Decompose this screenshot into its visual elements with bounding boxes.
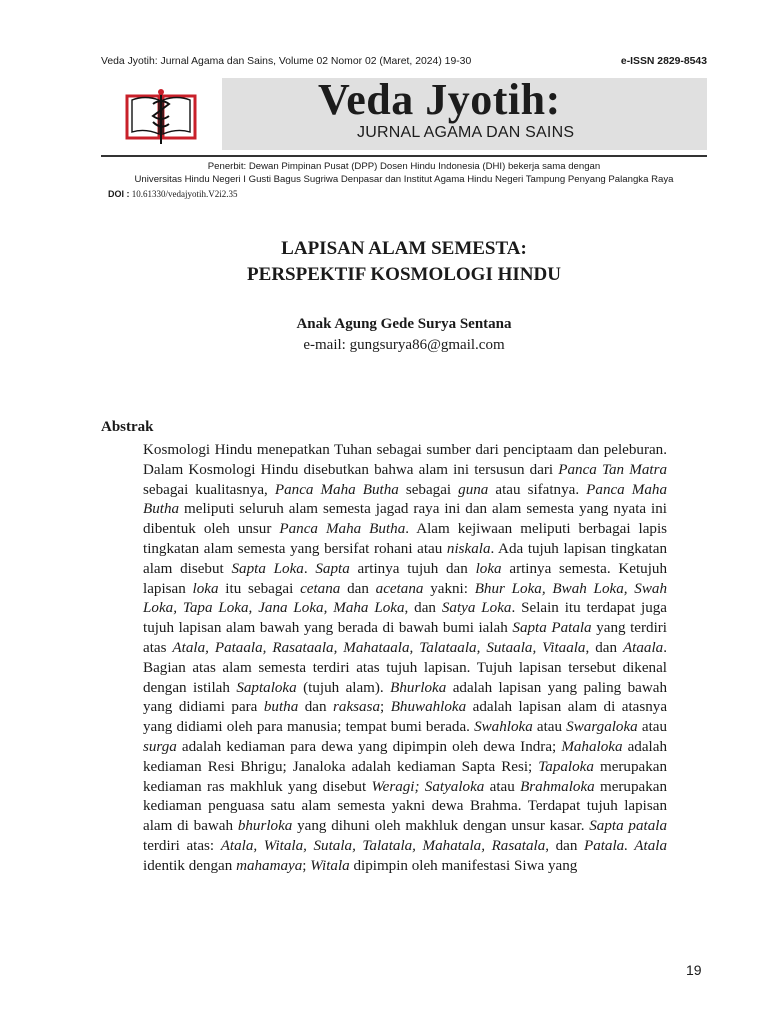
doi-value[interactable]: 10.61330/vedajyotih.V2i2.35	[131, 189, 238, 199]
abstract-text: itu sebagai	[218, 580, 301, 597]
abstract-text: merupakan kediaman penguasa satu alam semesta yakni dewa Brahma. Terdapat tujuh lapisan alam di bawah	[143, 778, 668, 835]
issn-label: e-ISSN 2829-8543	[620, 56, 707, 67]
publisher-line-1: Penerbit: Dewan Pimpinan Pusat (DPP) Dosen Hindu Indonesia (DHI) bekerja sama dengan	[207, 161, 601, 172]
italic-term: Panca Tan Matra	[558, 461, 667, 478]
journal-subtitle: JURNAL AGAMA DAN SAINS	[357, 124, 575, 141]
italic-term: Mahaloka	[561, 738, 623, 755]
author-name: Anak Agung Gede Surya Sentana	[296, 316, 512, 332]
italic-term: Sapta	[315, 560, 350, 577]
doi	[108, 189, 238, 199]
italic-term: Sapta Patala	[512, 620, 592, 637]
paper-title	[101, 236, 707, 288]
doi-label: DOI :	[108, 189, 130, 199]
abstract-text: . Bagian atas alam semesta terdiri atas tujuh lapisan. Tujuh lapisan tersebut dikenal dengan istilah	[143, 639, 667, 696]
italic-term: Bhur Loka, Bwah Loka, Swah Loka, Tapa Loka, Jana Loka, Maha Loka	[143, 580, 668, 617]
italic-term: Patala. Atala	[583, 837, 667, 854]
italic-term: Panca Maha Butha	[143, 481, 667, 518]
abstract-text: atau	[637, 719, 668, 736]
citation-line: Veda Jyotih: Jurnal Agama dan Sains, Volume 02 Nomor 02 (Maret, 2024) 19-30	[101, 56, 472, 67]
abstract-text: dan	[340, 580, 376, 597]
abstract-text: (tujuh alam).	[296, 679, 391, 696]
abstract-text: meliputi seluruh alam semesta jagad raya ini dan alam semesta yang nyata ini dibentuk oleh unsur	[143, 501, 667, 538]
italic-term: Sapta Loka	[231, 560, 304, 577]
italic-term: cetana	[300, 580, 341, 597]
abstract-text: , dan	[585, 639, 623, 656]
abstract-text: yang dihuni oleh makhluk dengan unsur kasar.	[292, 818, 590, 835]
publisher-line-2: Universitas Hindu Negeri I Gusti Bagus Sugriwa Denpasar dan Institut Agama Hindu Negeri Tampung Penyang Palangka Raya	[134, 174, 674, 185]
publisher-info	[101, 160, 707, 186]
italic-term: bhurloka	[237, 818, 293, 835]
abstract-paragraph	[143, 441, 667, 877]
abstract-text: , dan	[404, 600, 442, 617]
abstract-text: sebagai kualitasnya,	[143, 481, 275, 498]
italic-term: Bhurloka	[390, 679, 447, 696]
italic-term: guna	[458, 481, 489, 498]
abstract-text: artinya semesta. Ketujuh lapisan	[143, 560, 667, 597]
abstract-text: identik dengan	[143, 857, 237, 874]
italic-term: Swargaloka	[566, 719, 638, 736]
abstract-heading: Abstrak	[101, 419, 154, 435]
italic-term: Atala, Pataala, Rasataala, Mahataala, Talataala, Sutaala, Vitaala	[172, 639, 586, 656]
italic-term: raksasa	[333, 699, 380, 716]
italic-term: Ataala	[622, 639, 664, 656]
abstract-text: adalah lapisan alam di atasnya yang didiami oleh para manusia; tempat bumi berada.	[143, 699, 668, 736]
italic-term: surga	[143, 738, 177, 755]
italic-term: Brahmaloka	[520, 778, 595, 795]
abstract-text: artinya tujuh dan	[349, 560, 476, 577]
italic-term: loka	[192, 580, 219, 597]
masthead-divider	[101, 155, 707, 157]
abstract-text: yakni:	[423, 580, 475, 597]
abstract-body	[143, 441, 667, 877]
italic-term: Tapaloka	[538, 758, 594, 775]
paper-title-line-1: LAPISAN ALAM SEMESTA:	[281, 238, 527, 259]
paper-title-line-2: PERSPEKTIF KOSMOLOGI HINDU	[247, 264, 561, 285]
abstract-text: terdiri atas:	[143, 837, 221, 854]
abstract-text: adalah kediaman Resi Bhrigu; Janaloka adalah kediaman Sapta Resi;	[143, 738, 667, 775]
italic-term: mahamaya	[236, 857, 303, 874]
abstract-text: merupakan kediaman ras makhluk yang disebut	[143, 758, 668, 795]
abstract-text: atau	[532, 719, 567, 736]
italic-term: Satya Loka	[441, 600, 512, 617]
running-header	[101, 56, 707, 67]
abstract-text: adalah lapisan yang paling bawah yang didiami para	[143, 679, 667, 716]
abstract-text: ;	[302, 857, 311, 874]
abstract-text: dipimpin oleh manifestasi Siwa yang	[349, 857, 578, 874]
italic-term: Sapta patala	[589, 818, 667, 835]
italic-term: Bhuwahloka	[390, 699, 467, 716]
italic-term: Atala, Witala, Sutala, Talatala, Mahatala, Rasatala	[220, 837, 546, 854]
abstract-text: Kosmologi Hindu menepatkan Tuhan sebagai sumber dari penciptaam dan peleburan. Dalam Kosmologi Hindu disebutkan bahwa alam ini tersusun dari	[143, 442, 667, 478]
italic-term: loka	[475, 560, 502, 577]
abstract-text: . Alam kejiwaan meliputi berbagai lapis tingkatan alam semesta yang bersifat rohani atau	[143, 521, 668, 557]
masthead	[101, 76, 707, 156]
italic-term: Weragi; Satyaloka	[371, 778, 485, 795]
italic-term: niskala	[446, 540, 491, 557]
abstract-text: . Ada tujuh lapisan tingkatan alam disebut	[143, 540, 667, 577]
abstract-text: yang terdiri atas	[143, 620, 667, 656]
author-email[interactable]: e-mail: gungsurya86@gmail.com	[303, 337, 505, 353]
abstract-text: adalah kediaman para dewa yang dipimpin oleh dewa Indra;	[176, 738, 562, 755]
italic-term: Swahloka	[474, 719, 533, 736]
italic-term: butha	[263, 699, 299, 716]
abstract-text: atau	[484, 778, 521, 795]
italic-term: Saptaloka	[236, 679, 297, 696]
italic-term: Witala	[310, 857, 350, 874]
italic-term: Panca Maha Butha	[274, 481, 399, 498]
italic-term: Panca Maha Butha	[279, 521, 406, 538]
abstract-text: , dan	[545, 837, 584, 854]
abstract-text: . Selain itu terdapat juga tujuh lapisan alam bawah yang berada di bawah bumi ialah	[143, 600, 667, 637]
page-number: 19	[686, 962, 702, 978]
abstract-text: .	[303, 560, 316, 577]
italic-term: acetana	[375, 580, 424, 597]
abstract-text: sebagai	[398, 481, 459, 498]
abstract-text: atau sifatnya.	[488, 481, 587, 498]
book-caduceus-logo-icon	[123, 86, 199, 146]
journal-title: Veda Jyotih:	[318, 75, 561, 124]
abstract-text: dan	[298, 699, 334, 716]
abstract-text: ;	[380, 699, 391, 716]
